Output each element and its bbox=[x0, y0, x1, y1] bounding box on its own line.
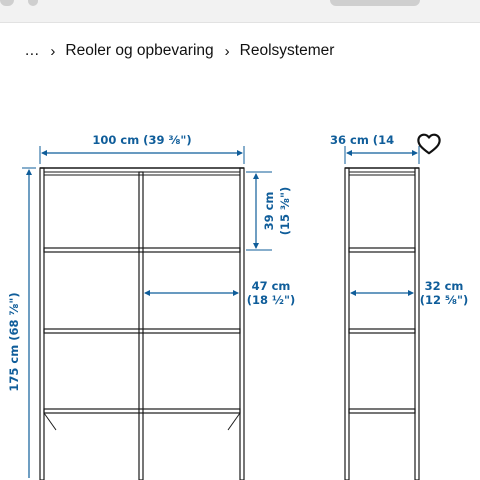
height-label: 175 cm (68 ⅞") bbox=[7, 292, 21, 392]
front-middle-divider bbox=[139, 172, 143, 480]
shelf-depth-label-cm: 32 cm bbox=[424, 279, 464, 293]
shelf-width-label-in: (18 ½") bbox=[246, 293, 296, 307]
front-left-post bbox=[40, 168, 44, 480]
front-shelf-2 bbox=[44, 329, 240, 333]
breadcrumb-separator-icon: › bbox=[224, 42, 230, 60]
front-brace-left bbox=[44, 413, 56, 430]
depth-label: 36 cm (14 bbox=[330, 133, 395, 147]
shelf-spacing-label-cm: 39 cm bbox=[262, 191, 276, 231]
front-shelf-unit bbox=[40, 168, 244, 480]
side-front-post bbox=[345, 168, 349, 480]
breadcrumb-item-reoler[interactable]: Reoler og opbevaring bbox=[65, 42, 214, 59]
front-brace-right bbox=[228, 413, 240, 430]
shelf-width-label-cm: 47 cm bbox=[251, 279, 291, 293]
front-right-post bbox=[240, 168, 244, 480]
side-back-post bbox=[415, 168, 419, 480]
side-shelf-3 bbox=[349, 409, 415, 413]
side-shelf-1 bbox=[349, 248, 415, 252]
shelf-depth-label-in: (12 ⅝") bbox=[419, 293, 469, 307]
breadcrumb-separator-icon: › bbox=[50, 42, 56, 60]
front-width-dimension bbox=[40, 146, 244, 164]
side-depth-dimension bbox=[345, 146, 419, 164]
side-shelf-unit bbox=[345, 168, 419, 480]
side-top-shelf bbox=[349, 172, 415, 175]
front-shelf-1 bbox=[44, 248, 240, 252]
front-height-dimension bbox=[22, 168, 36, 478]
breadcrumb-ellipsis[interactable]: ... bbox=[25, 42, 40, 59]
side-shelf-2 bbox=[349, 329, 415, 333]
width-label: 100 cm (39 ⅜") bbox=[92, 133, 192, 147]
shelf-spacing-label-in: (15 ⅜") bbox=[278, 186, 292, 236]
heart-outline-icon[interactable] bbox=[416, 131, 442, 157]
front-top-shelf bbox=[44, 172, 240, 175]
breadcrumb-item-reolsystemer[interactable]: Reolsystemer bbox=[239, 42, 335, 59]
front-shelf-3 bbox=[44, 409, 240, 413]
